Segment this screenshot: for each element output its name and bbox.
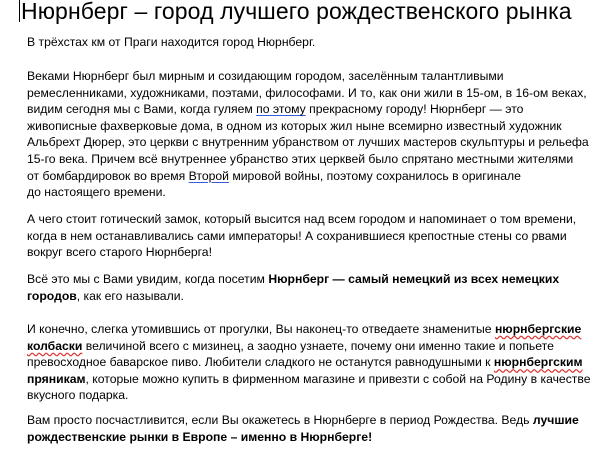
grammar-marked-text: Второй <box>188 168 229 183</box>
title-text: Нюрнберг – город лучшего рождественского рынка <box>21 0 572 24</box>
text-line: ремесленниками, художниками, поэтами, философами. И то, как они жили в 15-ом, в 16-ом веках, <box>27 85 587 100</box>
text-line: В трёхстах км от Праги находится город Нюрнберг. <box>27 35 316 49</box>
spellcheck-marked-text: нюрнбергским <box>493 355 583 370</box>
text-line: колбаски величиной всего с мизинец, а заодно узнаете, почему они именно такие и попьете <box>27 338 554 353</box>
text-line: рождественские рынки в Европе – именно в Нюрнберге! <box>27 429 373 444</box>
paragraph-castle <box>27 211 576 261</box>
text-line: пряникам, которые можно купить в фирменном магазине и привезти с собой на Родину в качестве <box>27 371 591 386</box>
text-line: Веками Нюрнберг был мирным и созидающим городом, заселённым талантливыми <box>27 69 504 83</box>
text-line: А чего стоит готический замок, который высится над всем городом и напоминает о том времени, <box>27 212 577 226</box>
paragraph-intro <box>27 34 315 51</box>
text-line: от бомбардировок во время Второй мировой войны, поэтому сохранилось в оригинале <box>27 168 521 183</box>
text-line: когда в нем останавливались сами императоры! А сохранившиеся крепостные стены со рвами <box>27 228 567 243</box>
text-line: 15-го века. Причем всё внутреннее убранство этих церквей было спрятано местными жителями <box>27 151 574 166</box>
text-line: до настоящего времени. <box>27 185 166 200</box>
text-line: вкусного подарка. <box>27 388 129 403</box>
document-title <box>19 0 572 25</box>
text-line: превосходное баварское пиво. Любители сладкого не останутся равнодушными к нюрнбергским <box>27 355 583 370</box>
text-line: городов, как его называли. <box>27 288 184 303</box>
text-line: вокруг всего старого Нюрнберга! <box>27 245 212 260</box>
paragraph-visit <box>27 271 559 304</box>
text-line: Вам просто посчастливится, если Вы окажетесь в Нюрнберге в период Рождества. Ведь лучшие <box>27 413 579 427</box>
paragraph-christmas <box>27 412 579 445</box>
paragraph-history <box>27 68 589 201</box>
text-line: Всё это мы с Вами увидим, когда посетим Нюрнберг — самый немецкий из всех немецких <box>27 272 560 286</box>
text-cursor <box>19 0 20 22</box>
paragraph-food <box>27 321 591 404</box>
grammar-marked-text: по этому <box>256 102 306 117</box>
text-line: Альбрехт Дюрер, это церкви с внутренним убранством от лучших мастеров скульптуры и рельефа <box>27 135 589 150</box>
text-line: живописные фахверковые дома, в одном из которых жил ныне всемирно известный художник <box>27 118 562 133</box>
spellcheck-marked-text: нюрнбергские <box>494 322 582 336</box>
text-line: И конечно, слегка утомившись от прогулки, Вы наконец-то отведаете знаменитые нюрнбергские <box>27 322 582 336</box>
text-line: видим сегодня мы с Вами, когда гуляем по этому прекрасному городу! Нюрнберг — это <box>27 102 524 117</box>
spellcheck-marked-text: колбаски <box>27 338 83 353</box>
